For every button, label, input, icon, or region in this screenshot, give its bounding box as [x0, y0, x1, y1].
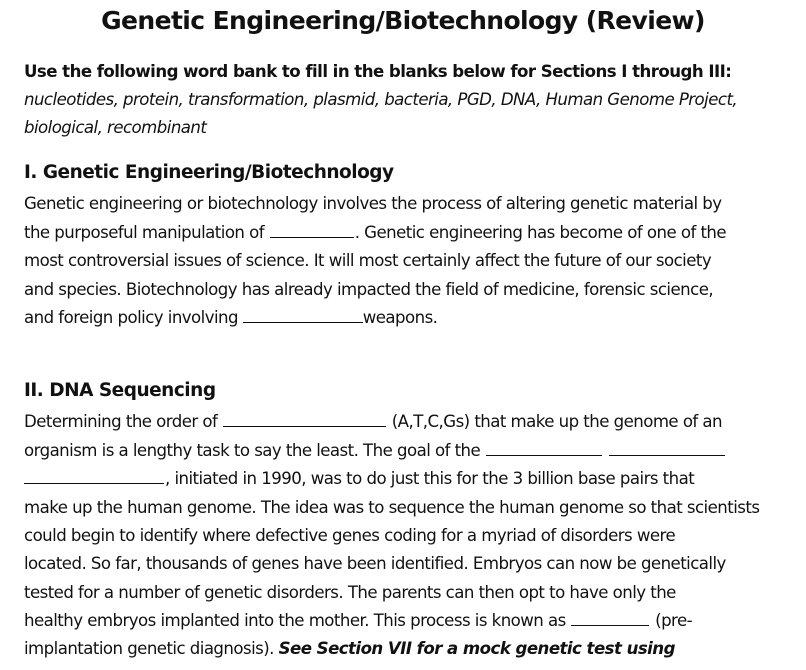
fill-blank[interactable] — [270, 223, 354, 238]
section-1-line-2 — [24, 222, 726, 244]
section-2-line-1-start: Determining the order of — [24, 412, 223, 431]
section-2-line-9 — [24, 638, 675, 660]
section-2-line-3 — [24, 468, 694, 490]
section-1-line-1: Genetic engineering or biotechnology involves the process of altering genetic material by — [24, 194, 722, 213]
section-2-heading: II. DNA Sequencing — [24, 380, 216, 401]
fill-blank[interactable] — [24, 469, 164, 484]
section-1-line-5-end: weapons. — [362, 308, 438, 327]
fill-blank[interactable] — [571, 611, 649, 626]
fill-blank[interactable] — [486, 441, 602, 456]
section-2-line-8-start: healthy embryos implanted into the mother. This process is known as — [24, 611, 571, 630]
section-2-line-7: tested for a number of genetic disorders. The parents can then opt to have only the — [24, 583, 676, 602]
page-title: Genetic Engineering/Biotechnology (Review) — [101, 6, 705, 35]
section-2-line-6: located. So far, thousands of genes have been identified. Embryos can now be genetically — [24, 554, 726, 573]
section-2-line-5: could begin to identify where defective genes coding for a myriad of disorders were — [24, 526, 676, 545]
section-1-line-2-start: the purposeful manipulation of — [24, 223, 269, 242]
section-2-line-8-end: (pre- — [650, 611, 693, 630]
section-1-line-2-end: . Genetic engineering has become of one of the — [354, 223, 727, 242]
section-1-heading: I. Genetic Engineering/Biotechnology — [24, 162, 394, 183]
section-1-line-3: most controversial issues of science. It will most certainly affect the future of our society — [24, 251, 712, 270]
section-2-line-3-end: , initiated in 1990, was to do just this for the 3 billion base pairs that — [165, 469, 695, 488]
section-2-line-2 — [24, 440, 726, 462]
instructions-text: Use the following word bank to fill in the blanks below for Sections I through III: — [24, 62, 732, 81]
section-2-line-8 — [24, 610, 692, 632]
section-2-line-1-end: (A,T,C,Gs) that make up the genome of an — [387, 412, 723, 431]
fill-blank[interactable] — [243, 308, 363, 323]
word-bank-line-1: nucleotides, protein, transformation, plasmid, bacteria, PGD, DNA, Human Genome Project, — [24, 90, 738, 109]
fill-blank[interactable] — [609, 441, 725, 456]
section-2-line-9-start: implantation genetic diagnosis). — [24, 639, 279, 658]
section-2-line-1 — [24, 411, 722, 433]
section-7-reference: See Section VII for a mock genetic test using — [278, 639, 675, 658]
section-2-line-4: make up the human genome. The idea was to sequence the human genome so that scientists — [24, 498, 760, 517]
section-1-line-5 — [24, 307, 437, 329]
fill-blank[interactable] — [223, 412, 386, 427]
section-2-line-2-start: organism is a lengthy task to say the least. The goal of the — [24, 441, 485, 460]
section-1-line-4: and species. Biotechnology has already impacted the field of medicine, forensic science, — [24, 280, 714, 299]
word-bank-line-2: biological, recombinant — [24, 118, 207, 137]
section-1-line-5-start: and foreign policy involving — [24, 308, 243, 327]
